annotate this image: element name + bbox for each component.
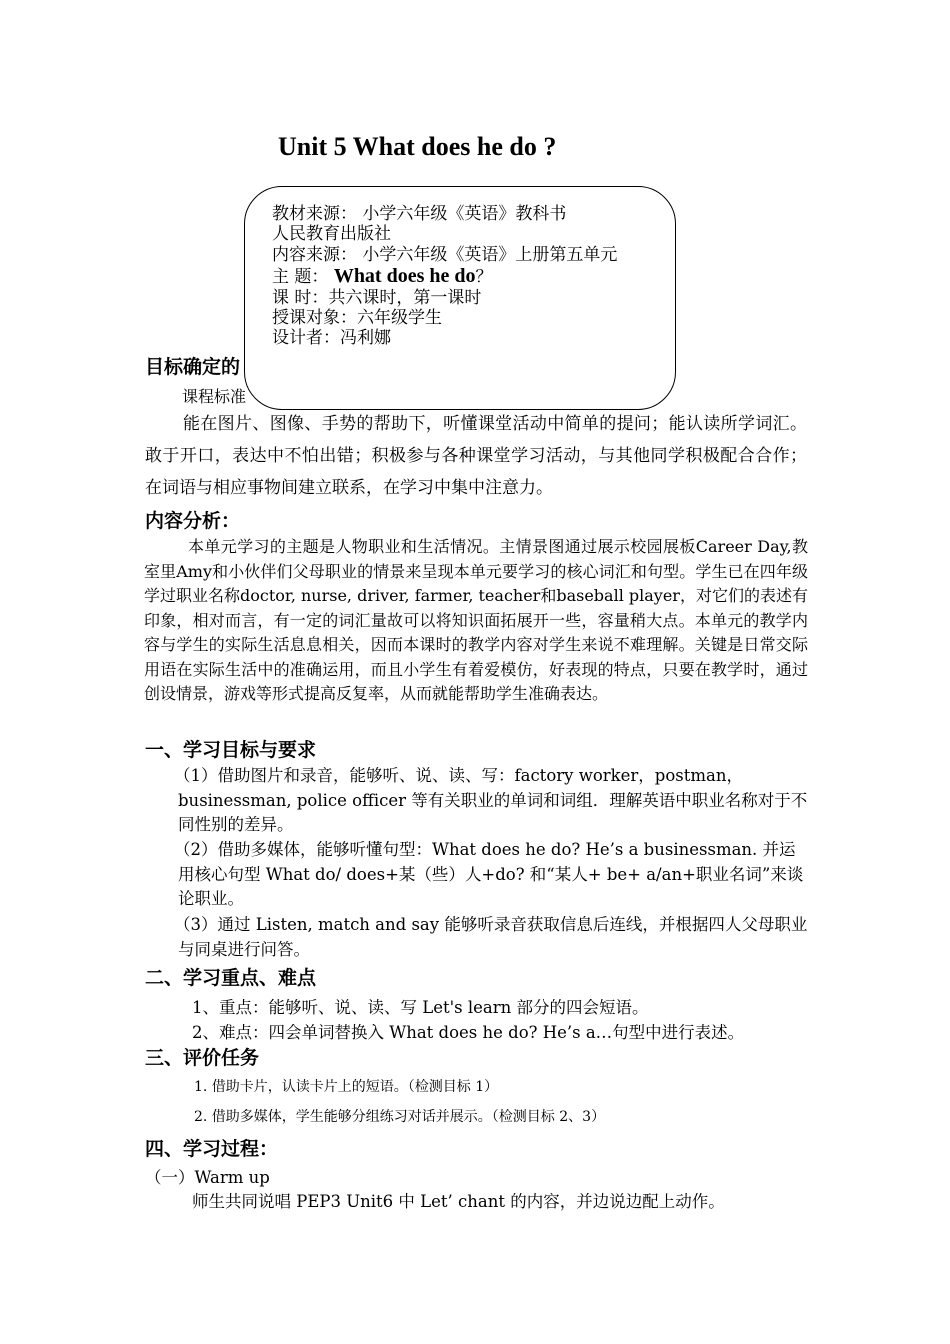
section-goal-heading: 目标确定的 [145,356,241,378]
section-content-heading: 内容分析： [145,510,241,532]
info-content-source: 内容来源： 小学六年级《英语》上册第五单元 [272,245,618,265]
info-topic-mark: ？ [475,267,493,287]
section-goal-sub: 课程标准 [182,387,247,406]
info-source: 教材来源： 小学六年级《英语》教科书 [272,204,567,224]
section-3-heading: 三、评价任务 [145,1047,260,1069]
key-point: 1、重点：能够听、说、读、写 Let's learn 部分的四会短语。 [192,998,649,1017]
difficult-point: 2、难点：四会单词替换入 What does he do? He’s a…句型中进行表述。 [192,1023,745,1042]
section-1-heading: 一、学习目标与要求 [145,739,317,761]
info-topic-value: What does he do [333,265,476,287]
warm-up-paragraph: 师生共同说唱 PEP3 Unit6 中 Let’ chant 的内容，并边说边配上动作。 [192,1192,725,1211]
document-title: Unit 5 What does he do ? [278,132,557,161]
info-publisher: 人民教育出版社 [272,224,391,244]
section-4-heading: 四、学习过程： [145,1138,279,1160]
warm-up-title: （一）Warm up [145,1168,270,1187]
section-goal-paragraph: 能在图片、图像、手势的帮助下，听懂课堂活动中简单的提问；能认读所学词汇。敢于开口，表达中不怕出错；积极参与各种课堂学习活动，与其他同学积极配合合作；在词语与相应事物间建立联系，在学习中集中注意力。 [145,414,807,498]
task-2: 2. 借助多媒体，学生能够分组练习对话并展示。（检测目标 2、3） [194,1109,606,1125]
objective-3: （3）通过 Listen, match and say 能够听录音获取信息后连线，并根据四人父母职业与同桌进行问答。 [174,915,808,959]
section-content-paragraph: 本单元学习的主题是人物职业和生活情况。主情景图通过展示校园展板Career Day,教室里Amy和小伙伴们父母职业的情景来呈现本单元要学习的核心词汇和句型。学生已在四年级学过职业名称doctor, nurse, driver, farmer, teacher和baseball player，对它们的表述有印象，相对而言，有一定的词汇量故可以将知识面拓展开一些，容量稍大点。本单元的教学内容与学生的实际生活息息相关，因而本课时的教学内容对学生来说不难理解。关键是日常交际用语在实际生活中的准确运用，而且小学生有着爱模仿，好表现的特点，只要在教学时，通过创设情景，游戏等形式提高反复率，从而就能帮助学生准确表达。 [144,537,808,703]
objective-1: （1）借助图片和录音，能够听、说、读、写：factory worker，postman，businessman, police officer 等有关职业的单词和词组．理解英语中职业名称对于不同性别的差异。 [174,766,808,834]
task-1: 1. 借助卡片，认读卡片上的短语。（检测目标 1） [194,1079,499,1095]
info-lesson: 课 时：共六课时，第一课时 [272,288,482,308]
section-2-heading: 二、学习重点、难点 [145,967,317,989]
info-topic-label: 主 题： [272,267,334,287]
objective-2: （2）借助多媒体，能够听懂句型：What does he do? He’s a businessman. 并运用核心句型 What do/ does+某（些）人+do? 和“某人+ be+ a/an+职业名词”来谈论职业。 [174,840,804,908]
info-designer: 设计者：冯利娜 [272,328,391,348]
info-audience: 授课对象：六年级学生 [272,308,442,328]
info-topic [272,266,493,287]
